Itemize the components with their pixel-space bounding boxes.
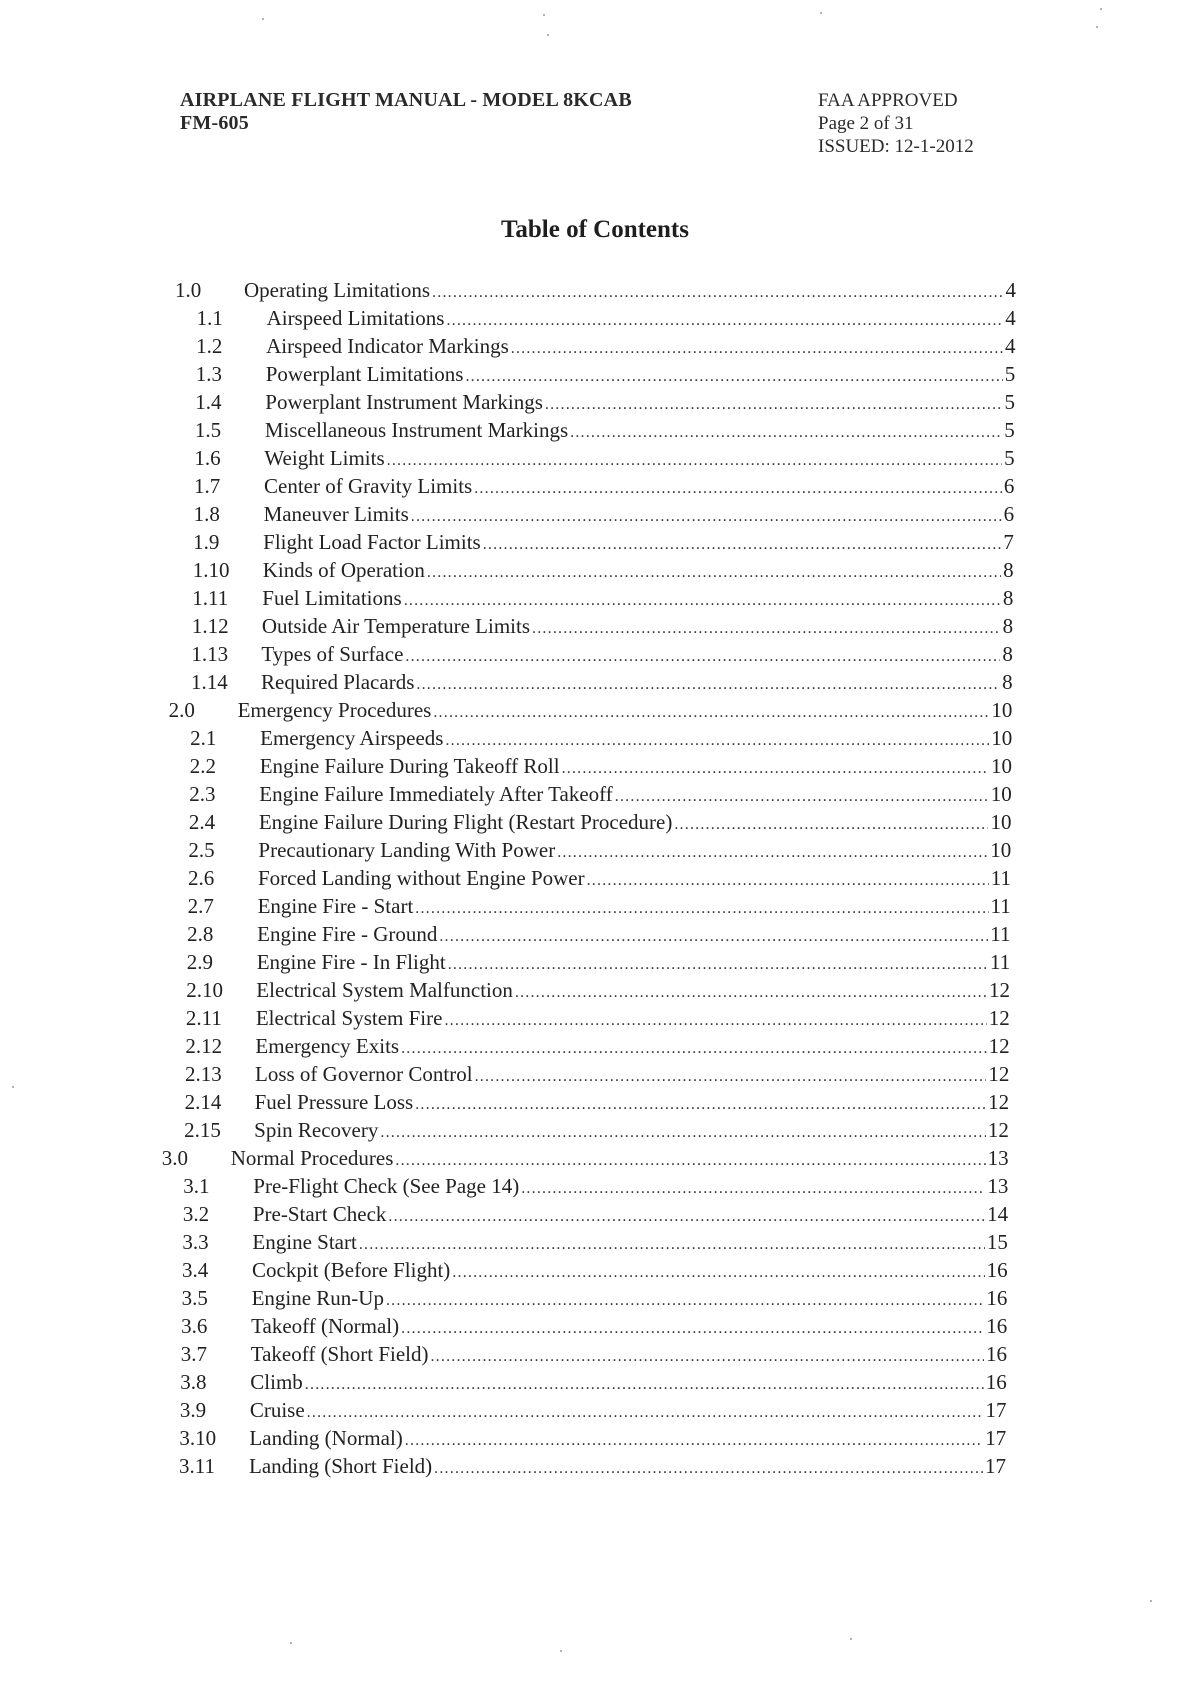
toc-entry <box>193 556 1014 584</box>
toc-section-number: 1.3 <box>195 362 222 386</box>
toc-page-number: 6 <box>1003 474 1015 498</box>
toc-page-number: 15 <box>986 1230 1008 1254</box>
toc-section-title: Emergency Exits <box>255 1034 400 1058</box>
toc-section-number: 1.11 <box>192 586 229 610</box>
toc-section-number: 1.6 <box>194 446 221 470</box>
scan-speck <box>850 1638 852 1640</box>
toc-dot-leader <box>570 419 1002 447</box>
toc-section-title: Spin Recovery <box>254 1118 379 1142</box>
toc-dot-leader <box>444 1007 986 1035</box>
toc-section-number: 3.11 <box>179 1454 215 1478</box>
toc-page-number: 16 <box>985 1342 1007 1366</box>
toc-section-number: 2.2 <box>189 754 216 778</box>
toc-dot-leader <box>415 1091 986 1119</box>
toc-dot-leader <box>411 503 1002 531</box>
toc-section-number: 2.14 <box>184 1090 222 1114</box>
toc-section-title: Airspeed Limitations <box>266 306 445 330</box>
toc-page-number: 16 <box>986 1314 1008 1338</box>
toc-section-number: 3.3 <box>182 1230 209 1254</box>
toc-entry <box>191 668 1013 696</box>
toc-entry <box>194 472 1014 500</box>
toc-dot-leader <box>415 895 988 923</box>
toc-section-title: Takeoff (Short Field) <box>250 1342 429 1366</box>
toc-dot-leader <box>483 531 1002 559</box>
toc-section-title: Loss of Governor Control <box>255 1062 473 1086</box>
toc-section-title: Cruise <box>249 1398 305 1422</box>
toc-section-number: 3.10 <box>179 1426 217 1450</box>
toc-dot-leader <box>465 363 1002 391</box>
toc-page-number: 6 <box>1003 502 1015 526</box>
toc-entry <box>162 1144 1009 1172</box>
toc-section-number: 2.1 <box>190 726 217 750</box>
toc-section-title: Climb <box>250 1370 303 1394</box>
toc-entry <box>195 416 1015 444</box>
toc-section-title: Miscellaneous Instrument Markings <box>264 418 569 442</box>
scan-speck <box>12 1086 14 1088</box>
toc-section-number: 1.4 <box>195 390 222 414</box>
toc-dot-leader <box>430 1343 983 1371</box>
toc-section-title: Flight Load Factor Limits <box>263 530 481 554</box>
toc-page-number: 17 <box>985 1398 1007 1422</box>
toc-section-title: Engine Failure Immediately After Takeoff <box>259 782 613 806</box>
issue-date: ISSUED: 12-1-2012 <box>818 136 974 157</box>
manual-header <box>180 89 632 135</box>
toc-section-number: 2.13 <box>185 1062 222 1086</box>
toc-page-number: 4 <box>1005 306 1016 330</box>
toc-entry <box>183 1172 1008 1200</box>
toc-page-number: 13 <box>987 1174 1009 1198</box>
toc-page-number: 16 <box>986 1286 1008 1310</box>
toc-entry <box>182 1228 1007 1256</box>
toc-section-number: 3.4 <box>182 1258 209 1282</box>
toc-section-title: Electrical System Malfunction <box>256 978 513 1002</box>
toc-dot-leader <box>562 755 989 783</box>
toc-entry <box>183 1200 1008 1228</box>
toc-dot-leader <box>674 811 988 839</box>
toc-section-number: 1.1 <box>196 306 223 330</box>
toc-section-title: Electrical System Fire <box>255 1006 443 1030</box>
toc-entry <box>181 1312 1007 1340</box>
toc-section-number: 1.10 <box>192 558 230 582</box>
toc-dot-leader <box>474 475 1002 503</box>
toc-heading: Table of Contents <box>501 216 689 243</box>
toc-page-number: 11 <box>990 894 1011 918</box>
toc-section-number: 3.5 <box>181 1286 208 1310</box>
toc-dot-leader <box>388 1203 985 1231</box>
toc-page-number: 14 <box>987 1202 1009 1226</box>
toc-dot-leader <box>511 335 1003 363</box>
page-number: Page 2 of 31 <box>818 113 914 134</box>
toc-page-number: 5 <box>1004 362 1016 386</box>
toc-dot-leader <box>587 867 989 895</box>
toc-dot-leader <box>416 671 1000 699</box>
toc-page-number: 12 <box>988 1034 1010 1058</box>
toc-section-number: 3.6 <box>181 1314 208 1338</box>
scan-speck <box>560 1650 562 1652</box>
toc-entry <box>187 948 1011 976</box>
toc-section-number: 1.2 <box>196 334 223 358</box>
scan-speck <box>1150 1600 1152 1602</box>
toc-section-number: 3.0 <box>161 1146 188 1170</box>
toc-dot-leader <box>475 1063 987 1091</box>
toc-entry <box>180 1396 1007 1424</box>
toc-section-number: 3.9 <box>179 1398 207 1422</box>
toc-section-number: 2.9 <box>186 950 213 974</box>
toc-entry <box>191 640 1012 668</box>
toc-dot-leader <box>433 699 989 727</box>
toc-page-number: 12 <box>988 1006 1010 1030</box>
toc-section-title: Kinds of Operation <box>262 558 425 582</box>
toc-entry <box>179 1452 1006 1480</box>
toc-section-title: Cockpit (Before Flight) <box>252 1258 451 1282</box>
toc-dot-leader <box>395 1147 985 1175</box>
manual-number: FM-605 <box>180 112 249 134</box>
toc-section-number: 2.0 <box>168 698 195 722</box>
toc-page-number: 4 <box>1005 334 1016 358</box>
toc-entry <box>194 500 1015 528</box>
toc-section-title: Types of Surface <box>261 642 404 666</box>
toc-page-number: 8 <box>1002 670 1013 694</box>
toc-section-title: Fuel Pressure Loss <box>254 1090 414 1114</box>
toc-section-number: 2.6 <box>188 866 215 890</box>
toc-section-title: Pre-Start Check <box>252 1202 387 1226</box>
toc-section-number: 1.8 <box>193 502 220 526</box>
toc-dot-leader <box>557 839 988 867</box>
toc-page-number: 16 <box>986 1258 1008 1282</box>
toc-section-title: Required Placards <box>261 670 415 694</box>
toc-page-number: 10 <box>990 810 1012 834</box>
toc-entry <box>188 836 1011 864</box>
toc-entry <box>184 1116 1009 1144</box>
toc-section-title: Emergency Airspeeds <box>260 726 444 750</box>
toc-entry <box>185 1060 1009 1088</box>
toc-section-number: 1.9 <box>193 530 220 554</box>
toc-section-title: Engine Start <box>252 1230 357 1254</box>
toc-page-number: 17 <box>985 1426 1007 1450</box>
toc-dot-leader <box>452 1259 984 1287</box>
toc-section-title: Outside Air Temperature Limits <box>261 614 531 638</box>
toc-section-number: 2.11 <box>185 1006 222 1030</box>
toc-entry <box>182 1284 1008 1312</box>
scan-speck <box>262 18 264 20</box>
toc-section-number: 2.8 <box>187 922 214 946</box>
toc-entry <box>189 780 1011 808</box>
toc-section-title: Engine Failure During Takeoff Roll <box>259 754 560 778</box>
toc-entry <box>190 752 1012 780</box>
toc-entry <box>196 332 1015 360</box>
toc-section-title: Landing (Short Field) <box>249 1454 433 1478</box>
toc-entry <box>185 1032 1009 1060</box>
toc-entry <box>185 1088 1010 1116</box>
toc-section-number: 2.5 <box>188 838 215 862</box>
toc-section-title: Pre-Flight Check (See Page 14) <box>253 1174 520 1198</box>
toc-page-number: 17 <box>985 1454 1006 1478</box>
toc-page-number: 10 <box>990 838 1012 862</box>
toc-page-number: 12 <box>989 978 1011 1002</box>
toc-entry <box>192 584 1013 612</box>
toc-section-number: 1.7 <box>194 474 221 498</box>
toc-dot-leader <box>432 279 1003 307</box>
toc-entry <box>195 388 1015 416</box>
toc-section-title: Operating Limitations <box>244 278 431 302</box>
toc-section-title: Forced Landing without Engine Power <box>258 866 585 890</box>
toc-entry <box>194 444 1014 472</box>
toc-section-title: Landing (Normal) <box>249 1426 403 1450</box>
toc-entry <box>197 304 1016 332</box>
toc-page-number: 10 <box>991 726 1013 750</box>
toc-dot-leader <box>515 979 987 1007</box>
toc-entry <box>192 612 1013 640</box>
toc-dot-leader <box>532 615 1001 643</box>
toc-section-number: 2.12 <box>185 1034 223 1058</box>
toc-entry <box>182 1256 1008 1284</box>
toc-dot-leader <box>448 951 988 979</box>
toc-page-number: 12 <box>987 1118 1009 1142</box>
toc-section-number: 1.13 <box>191 642 229 666</box>
toc-section-number: 1.14 <box>191 670 228 694</box>
toc-page-number: 16 <box>985 1370 1007 1394</box>
toc-page-number: 11 <box>990 866 1011 890</box>
toc-dot-leader <box>445 727 989 755</box>
toc-section-title: Precautionary Landing With Power <box>258 838 556 862</box>
manual-title: AIRPLANE FLIGHT MANUAL - MODEL 8KCAB <box>180 89 632 111</box>
toc-section-number: 3.7 <box>180 1342 207 1366</box>
toc-entry <box>180 1368 1006 1396</box>
toc-dot-leader <box>427 559 1001 587</box>
toc-dot-leader <box>305 1371 984 1399</box>
toc-section-title: Takeoff (Normal) <box>251 1314 400 1338</box>
toc-dot-leader <box>434 1455 983 1483</box>
toc-section-number: 1.0 <box>175 278 202 302</box>
toc-page-number: 11 <box>990 922 1011 946</box>
scan-speck <box>1096 26 1098 28</box>
toc-dot-leader <box>359 1231 985 1259</box>
toc-page-number: 10 <box>990 782 1012 806</box>
scan-speck <box>1100 8 1102 10</box>
scan-speck <box>290 1642 292 1644</box>
scan-speck <box>547 34 549 36</box>
toc-page-number: 12 <box>988 1062 1010 1086</box>
toc-section-title: Weight Limits <box>264 446 385 470</box>
toc-section-number: 2.15 <box>184 1118 221 1142</box>
approval-header <box>818 89 974 158</box>
toc-dot-leader <box>405 643 1000 671</box>
toc-entry <box>175 276 1016 304</box>
toc-page-number: 5 <box>1004 418 1015 442</box>
toc-entry <box>193 528 1014 556</box>
toc-entry <box>181 1340 1007 1368</box>
toc-page-number: 8 <box>1002 586 1014 610</box>
toc-section-title: Engine Failure During Flight (Restart Procedure) <box>258 810 673 834</box>
toc-dot-leader <box>521 1175 985 1203</box>
toc-section-title: Powerplant Instrument Markings <box>265 390 543 414</box>
toc-page-number: 13 <box>987 1146 1009 1170</box>
toc-dot-leader <box>307 1399 984 1427</box>
toc-section-title: Maneuver Limits <box>263 502 409 526</box>
toc-entry <box>186 976 1010 1004</box>
toc-page-number: 4 <box>1005 278 1016 302</box>
toc-page-number: 8 <box>1002 614 1014 638</box>
toc-page-number: 8 <box>1003 558 1014 582</box>
toc-entry <box>187 920 1010 948</box>
toc-entry <box>188 864 1011 892</box>
toc-page-number: 7 <box>1003 530 1014 554</box>
toc-section-number: 3.8 <box>180 1370 207 1394</box>
toc-section-title: Normal Procedures <box>230 1146 394 1170</box>
toc-entry <box>179 1424 1006 1452</box>
toc-section-number: 3.1 <box>183 1174 210 1198</box>
toc-entry <box>186 1004 1010 1032</box>
toc-page-number: 5 <box>1004 446 1015 470</box>
toc-section-title: Powerplant Limitations <box>265 362 464 386</box>
toc-dot-leader <box>401 1315 984 1343</box>
toc-dot-leader <box>404 587 1001 615</box>
toc-dot-leader <box>615 783 989 811</box>
toc-section-number: 1.12 <box>191 614 229 638</box>
toc-dot-leader <box>387 447 1002 475</box>
toc-section-title: Center of Gravity Limits <box>264 474 473 498</box>
toc-section-number: 2.3 <box>189 782 216 806</box>
toc-dot-leader <box>401 1035 986 1063</box>
toc-page-number: 11 <box>990 950 1011 974</box>
toc-section-number: 2.10 <box>186 978 224 1002</box>
toc-section-title: Emergency Procedures <box>237 698 432 722</box>
toc-dot-leader <box>386 1287 984 1315</box>
toc-section-title: Engine Fire - In Flight <box>256 950 446 974</box>
toc-entry <box>169 696 1013 724</box>
toc-dot-leader <box>405 1427 983 1455</box>
toc-section-title: Airspeed Indicator Markings <box>266 334 509 358</box>
scan-speck <box>543 14 545 16</box>
toc-section-title: Engine Run-Up <box>251 1286 384 1310</box>
toc-entry <box>188 892 1011 920</box>
toc-page-number: 8 <box>1002 642 1013 666</box>
toc-page-number: 10 <box>991 698 1013 722</box>
toc-section-title: Engine Fire - Start <box>257 894 414 918</box>
toc-section-number: 2.7 <box>187 894 214 918</box>
toc-dot-leader <box>439 923 988 951</box>
toc-section-number: 1.5 <box>194 418 222 442</box>
toc-dot-leader <box>545 391 1003 419</box>
toc-section-number: 2.4 <box>188 810 216 834</box>
scan-speck <box>820 12 822 14</box>
toc-section-title: Fuel Limitations <box>262 586 402 610</box>
toc-section-number: 3.2 <box>182 1202 210 1226</box>
toc-dot-leader <box>446 307 1003 335</box>
toc-page-number: 5 <box>1004 390 1016 414</box>
toc-entry <box>189 808 1012 836</box>
toc-page-number: 10 <box>990 754 1012 778</box>
toc-entry <box>196 360 1016 388</box>
toc-entry <box>190 724 1012 752</box>
toc-page-number: 12 <box>988 1090 1010 1114</box>
toc-section-title: Engine Fire - Ground <box>257 922 438 946</box>
approval-status: FAA APPROVED <box>818 90 958 111</box>
toc-dot-leader <box>380 1119 985 1147</box>
